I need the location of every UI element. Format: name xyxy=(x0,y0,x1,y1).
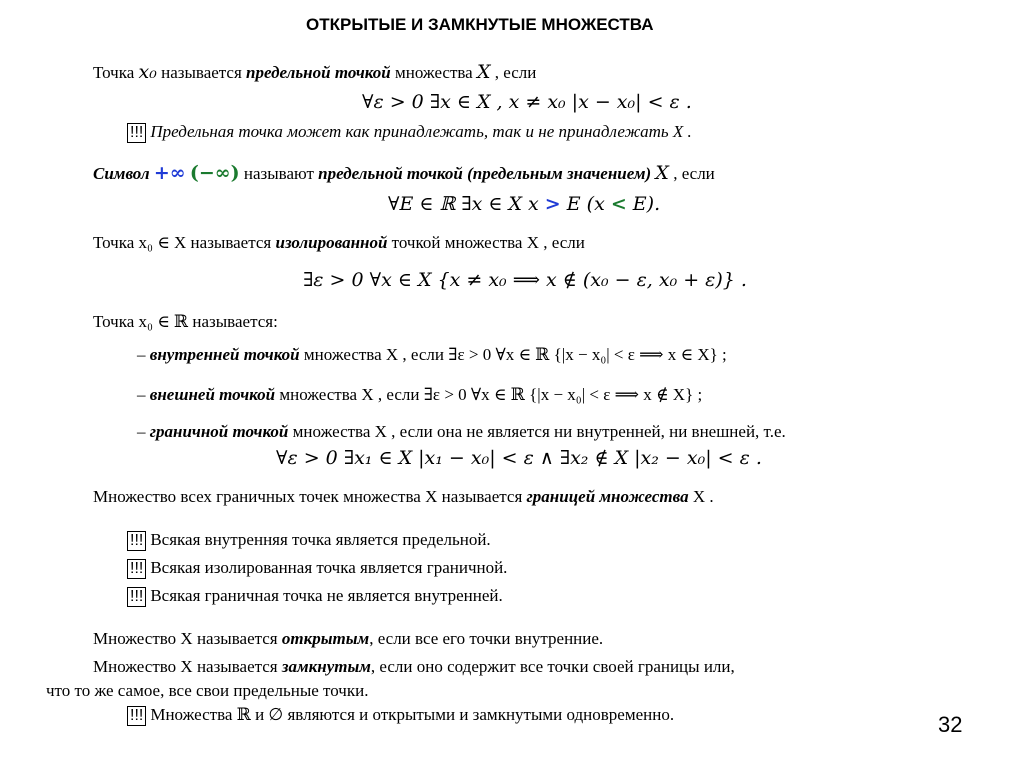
limit-point-note: !!! Предельная точка может как принадлежать, так и не принадлежать X . xyxy=(127,122,692,143)
exclamation-box: !!! xyxy=(127,531,146,551)
infinity-limit-formula: ∀E ∈ ℝ ∃x ∈ X x > E (x < E). xyxy=(388,193,661,215)
final-statement: !!! Множества ℝ и ∅ являются и открытыми и замкнутыми одновременно. xyxy=(127,705,674,726)
exterior-point-definition: – внешней точкой множества X , если ∃ε > 0 ∀x ∈ ℝ {|x − x₀| < ε ⟹ x ∉ X} ; xyxy=(137,385,703,404)
open-set-definition: Множество X называется открытым, если все его точки внутренние. xyxy=(93,629,604,648)
fact-item: !!! Всякая граничная точка не является внутренней. xyxy=(127,586,503,607)
interior-point-definition: – внутренней точкой множества X , если ∃ε > 0 ∀x ∈ ℝ {|x − x₀| < ε ⟹ x ∈ X} ; xyxy=(137,345,727,364)
isolated-point-definition: Точка x₀ ∈ X называется изолированной точкой множества X , если xyxy=(93,233,585,252)
boundary-point-formula: ∀ε > 0 ∃x₁ ∈ X |x₁ − x₀| < ε ∧ ∃x₂ ∉ X |x₂ − x₀| < ε . xyxy=(276,447,762,469)
isolated-point-formula: ∃ε > 0 ∀x ∈ X {x ≠ x₀ ⟹ x ∉ (x₀ − ε, x₀ + ε)} . xyxy=(303,269,747,291)
exclamation-box: !!! xyxy=(127,123,146,143)
fact-item: !!! Всякая внутренняя точка является предельной. xyxy=(127,530,491,551)
boundary-set-definition: Множество всех граничных точек множества X называется границей множества X . xyxy=(93,487,714,506)
limit-point-formula: ∀ε > 0 ∃x ∈ X , x ≠ x₀ |x − x₀| < ε . xyxy=(362,91,692,113)
infinity-limit-definition: Символ +∞ (−∞) называют предельной точкой (предельным значением) X , если xyxy=(93,162,715,184)
page-title: ОТКРЫТЫЕ И ЗАМКНУТЫЕ МНОЖЕСТВА xyxy=(306,15,654,34)
boundary-point-definition: – граничной точкой множества X , если она не является ни внутренней, ни внешней, т.е. xyxy=(137,422,786,441)
exclamation-box: !!! xyxy=(127,706,146,726)
exclamation-box: !!! xyxy=(127,587,146,607)
closed-set-definition: Множество X называется замкнутым, если оно содержит все точки своей границы или, xyxy=(93,657,735,676)
limit-point-definition: Точка x₀ называется предельной точкой множества X , если xyxy=(93,61,537,83)
exclamation-box: !!! xyxy=(127,559,146,579)
point-classes-intro: Точка x₀ ∈ ℝ называется: xyxy=(93,312,278,331)
closed-set-definition-continued: что то же самое, все свои предельные точки. xyxy=(46,681,369,700)
page-number: 32 xyxy=(938,712,963,737)
fact-item: !!! Всякая изолированная точка является граничной. xyxy=(127,558,507,579)
